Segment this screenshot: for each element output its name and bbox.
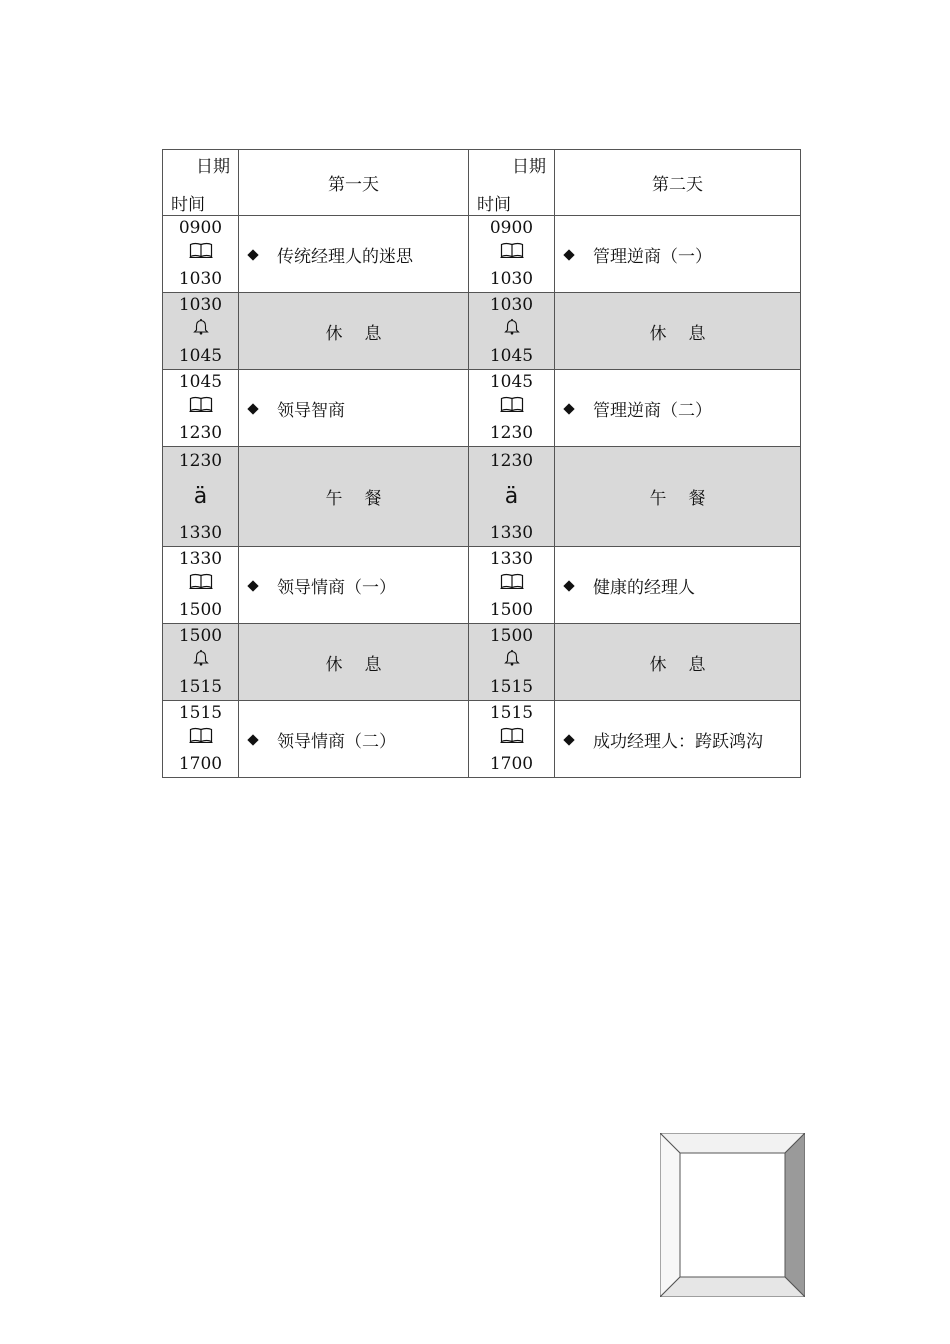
bevel-face: [680, 1153, 785, 1277]
time-label: 时间: [477, 195, 511, 215]
session-row: [163, 547, 801, 624]
bullet-diamond-icon: [247, 580, 258, 591]
bell-icon: [192, 649, 210, 675]
session-row: [163, 216, 801, 293]
bell-icon: [192, 318, 210, 344]
label-char: 息: [688, 323, 706, 344]
book-icon: [189, 395, 213, 421]
label-char: 息: [364, 323, 382, 344]
bell-icon: [503, 649, 521, 675]
end-time: 1030: [178, 269, 223, 289]
lunch-glyph: ä: [504, 483, 519, 509]
time-cell-day2: [469, 216, 555, 293]
label-char: 休: [649, 654, 667, 675]
date-label: 日期: [512, 157, 546, 177]
label-char: 息: [364, 654, 382, 675]
start-time: 1045: [489, 372, 534, 392]
bullet-diamond-icon: [247, 403, 258, 414]
time-cell-day2: [469, 447, 555, 547]
time-cell-day2: [469, 370, 555, 447]
start-time: 1030: [178, 295, 223, 315]
day2-header: 第二天: [555, 150, 801, 216]
label-char: 餐: [688, 489, 706, 509]
session-title: 健康的经理人: [593, 577, 695, 598]
time-cell-day1: [163, 370, 239, 447]
session-title: 成功经理人：跨跃鸿沟: [593, 731, 763, 752]
session-row: [163, 370, 801, 447]
start-time: 1515: [178, 703, 223, 723]
corner-header-day1: [163, 150, 239, 216]
session-day2: [555, 547, 801, 624]
session-title: 领导情商（二）: [277, 731, 396, 752]
time-cell-day1: [163, 701, 239, 778]
session-day1: [239, 216, 469, 293]
start-time: 1515: [489, 703, 534, 723]
bullet-diamond-icon: [247, 734, 258, 745]
label-char: 午: [325, 489, 343, 509]
start-time: 0900: [489, 218, 534, 238]
lunch-label-day2: [555, 447, 801, 547]
end-time: 1700: [489, 754, 534, 774]
session-title: 传统经理人的迷思: [277, 246, 413, 267]
session-day2: [555, 216, 801, 293]
session-day1: [239, 701, 469, 778]
lunch-label-day1: [239, 447, 469, 547]
end-time: 1330: [489, 522, 534, 543]
time-cell-day1: [163, 216, 239, 293]
book-icon: [500, 241, 524, 267]
session-title: 领导智商: [277, 400, 345, 421]
time-cell-day2: [469, 624, 555, 701]
end-time: 1500: [489, 600, 534, 620]
break-row: [163, 624, 801, 701]
session-day1: [239, 547, 469, 624]
label-char: 休: [325, 323, 343, 344]
start-time: 1500: [489, 626, 534, 646]
time-cell-day1: [163, 547, 239, 624]
time-cell-day2: [469, 547, 555, 624]
time-cell-day1: [163, 447, 239, 547]
start-time: 0900: [178, 218, 223, 238]
start-time: 1230: [489, 450, 534, 471]
end-time: 1230: [178, 423, 223, 443]
end-time: 1515: [178, 677, 223, 697]
schedule-table: [162, 149, 801, 778]
book-icon: [189, 726, 213, 752]
end-time: 1700: [178, 754, 223, 774]
session-title: 管理逆商（一）: [593, 246, 712, 267]
start-time: 1030: [489, 295, 534, 315]
bevel-top: [660, 1133, 805, 1153]
start-time: 1330: [178, 549, 223, 569]
end-time: 1030: [489, 269, 534, 289]
break-label-day2: [555, 624, 801, 701]
time-cell-day2: [469, 293, 555, 370]
break-label-day2: [555, 293, 801, 370]
day1-header: 第一天: [239, 150, 469, 216]
end-time: 1045: [489, 346, 534, 366]
book-icon: [500, 395, 524, 421]
corner-header-day2: [469, 150, 555, 216]
session-row: [163, 701, 801, 778]
bullet-diamond-icon: [247, 249, 258, 260]
session-day1: [239, 370, 469, 447]
start-time: 1230: [178, 450, 223, 471]
bevel-right: [785, 1133, 805, 1297]
date-label: 日期: [196, 157, 230, 177]
label-char: 息: [688, 654, 706, 675]
book-icon: [500, 572, 524, 598]
bevel-box: [660, 1133, 805, 1297]
schedule-body: [163, 150, 801, 778]
break-label-day1: [239, 293, 469, 370]
label-char: 休: [325, 654, 343, 675]
start-time: 1500: [178, 626, 223, 646]
time-label: 时间: [171, 195, 205, 215]
book-icon: [189, 241, 213, 267]
bullet-diamond-icon: [563, 403, 574, 414]
end-time: 1230: [489, 423, 534, 443]
lunch-row: [163, 447, 801, 547]
break-label-day1: [239, 624, 469, 701]
bullet-diamond-icon: [563, 580, 574, 591]
session-day2: [555, 370, 801, 447]
time-cell-day1: [163, 293, 239, 370]
end-time: 1515: [489, 677, 534, 697]
start-time: 1045: [178, 372, 223, 392]
end-time: 1330: [178, 522, 223, 543]
end-time: 1500: [178, 600, 223, 620]
lunch-glyph: ä: [193, 483, 208, 509]
time-cell-day1: [163, 624, 239, 701]
label-char: 餐: [364, 489, 382, 509]
bevel-left: [660, 1133, 680, 1297]
header-row: [163, 150, 801, 216]
label-char: 休: [649, 323, 667, 344]
session-title: 领导情商（一）: [277, 577, 396, 598]
session-title: 管理逆商（二）: [593, 400, 712, 421]
session-day2: [555, 701, 801, 778]
end-time: 1045: [178, 346, 223, 366]
book-icon: [500, 726, 524, 752]
bullet-diamond-icon: [563, 249, 574, 260]
break-row: [163, 293, 801, 370]
label-char: 午: [649, 489, 667, 509]
bullet-diamond-icon: [563, 734, 574, 745]
book-icon: [189, 572, 213, 598]
time-cell-day2: [469, 701, 555, 778]
bevel-bottom: [660, 1277, 805, 1297]
bell-icon: [503, 318, 521, 344]
start-time: 1330: [489, 549, 534, 569]
